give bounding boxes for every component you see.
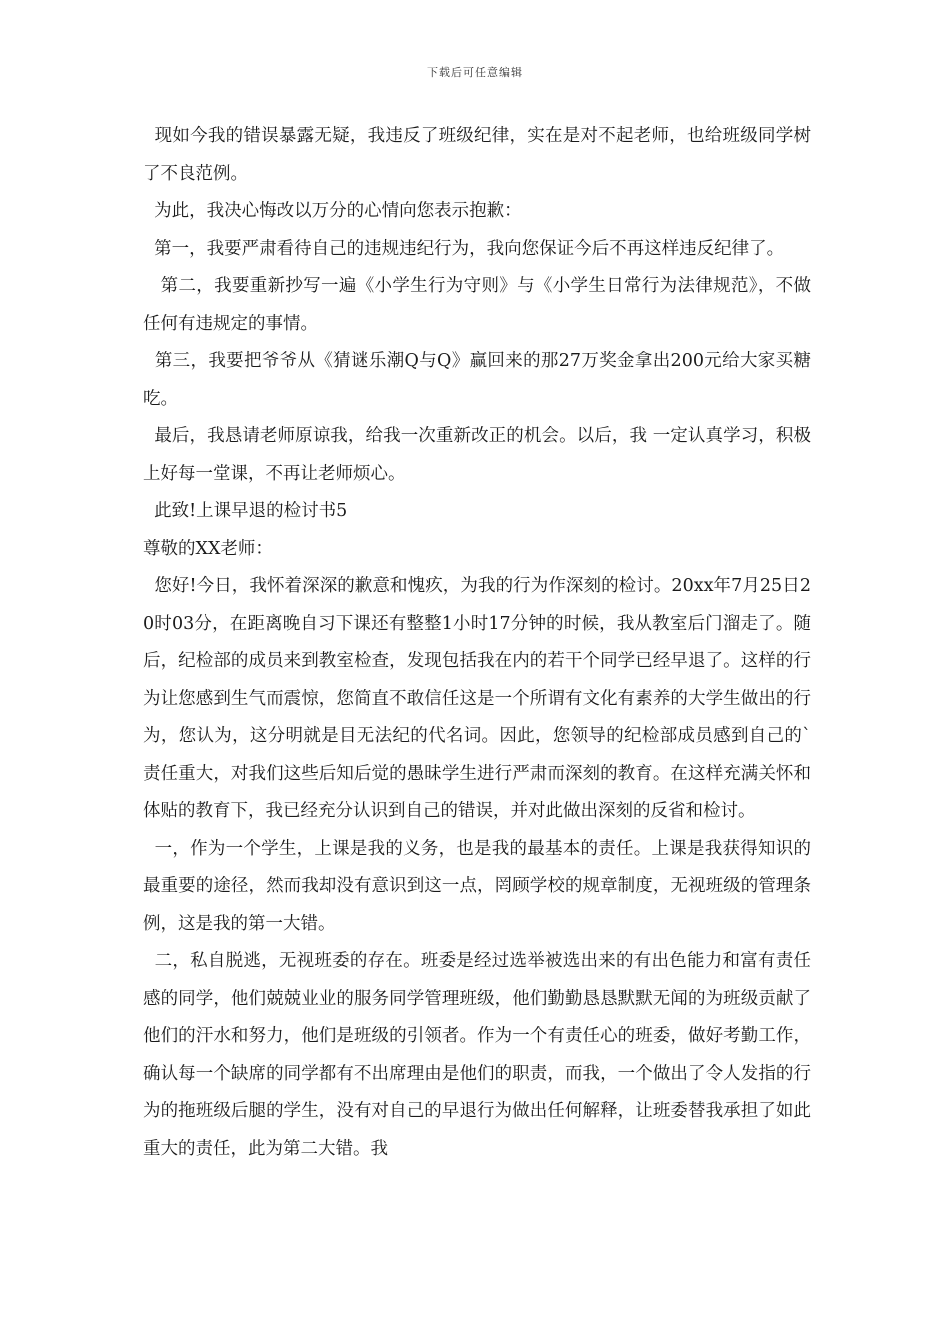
paragraph: 您好!今日，我怀着深深的歉意和愧疚，为我的行为作深刻的检讨。20xx年7月25日20时03分，在距离晚自习下课还有整整1小时17分钟的时候，我从教室后门溜走了。随后，纪检部的成员来到教室检查，发现包括我在内的若干个同学已经早退了。这样的行为让您感到生气而震惊，您简直不敢信任这是一个所谓有文化有素养的大学生做出的行为，您认为，这分明就是目无法纪的代名词。因此，您领导的纪检部成员感到自己的`责任重大，对我们这些后知后觉的愚昧学生进行严肃而深刻的教育。在这样充满关怀和体贴的教育下，我已经充分认识到自己的错误，并对此做出深刻的反省和检讨。 [143,576,811,821]
section-heading: 此致!上课早退的检讨书5 [143,501,348,521]
document-body [143,118,811,1168]
paragraph: 为此，我决心悔改以万分的心情向您表示抱歉： [143,201,522,221]
paragraph: 一，作为一个学生，上课是我的义务，也是我的最基本的责任。上课是我获得知识的最重要的途径，然而我却没有意识到这一点，罔顾学校的规章制度，无视班级的管理条例，这是我的第一大错。 [143,838,811,934]
salutation: 尊敬的XX老师： [143,538,273,559]
paragraph: 最后，我恳请老师原谅我，给我一次重新改正的机会。以后，我 一定认真学习，积极上好每一堂课，不再让老师烦心。 [143,426,811,484]
paragraph: 现如今我的错误暴露无疑，我违反了班级纪律，实在是对不起老师，也给班级同学树了不良范例。 [143,126,811,184]
paragraph: 第三，我要把爷爷从《猜谜乐潮Q与Q》赢回来的那27万奖金拿出200元给大家买糖吃。 [143,351,811,409]
paragraph: 第二，我要重新抄写一遍《小学生行为守则》与《小学生日常行为法律规范》，不做任何有违规定的事情。 [143,276,811,334]
paragraph: 二，私自脱逃，无视班委的存在。班委是经过选举被选出来的有出色能力和富有责任感的同学，他们兢兢业业的服务同学管理班级，他们勤勤恳恳默默无闻的为班级贡献了他们的汗水和努力，他们是班级的引领者。作为一个有责任心的班委，做好考勤工作，确认每一个缺席的同学都有不出席理由是他们的职责，而我，一个做出了令人发指的行为的拖班级后腿的学生，没有对自己的早退行为做出任何解释，让班委替我承担了如此重大的责任，此为第二大错。我 [143,951,811,1159]
page-header: 下载后可任意编辑 [427,66,523,79]
paragraph: 第一，我要严肃看待自己的违规违纪行为，我向您保证今后不再这样违反纪律了。 [143,238,785,259]
